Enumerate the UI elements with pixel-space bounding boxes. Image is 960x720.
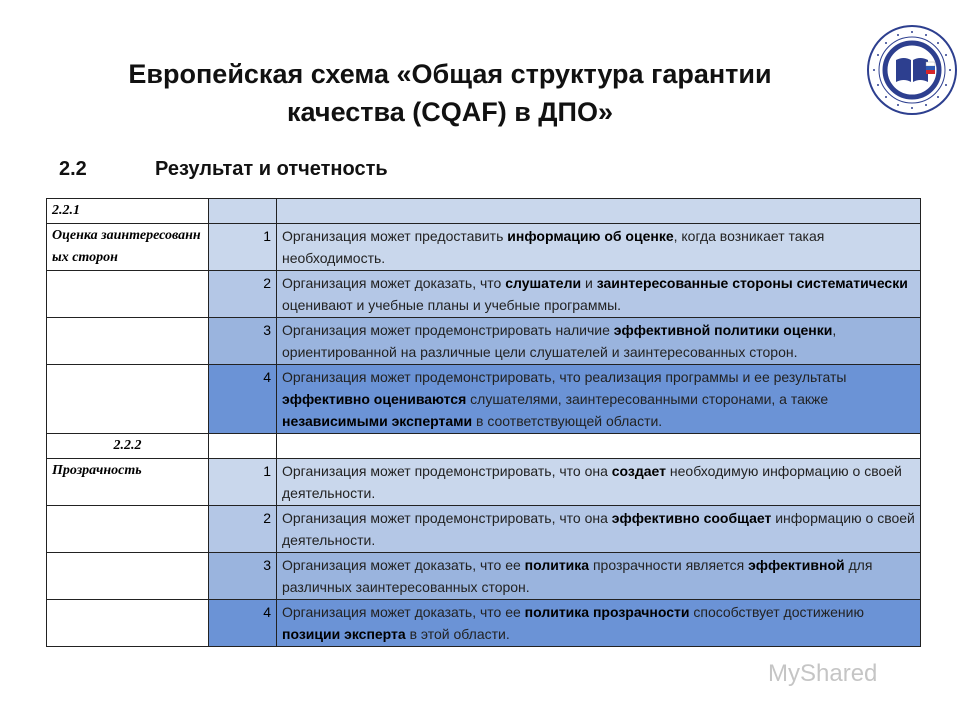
table-row: [47, 271, 921, 318]
emphasized-text: эффективно оцениваются: [282, 391, 467, 407]
text-span: , ориентированной на различные цели слушателей и заинтересованных сторон.: [282, 322, 837, 360]
text-span: для различных заинтересованных сторон.: [282, 557, 873, 595]
level-number: 3: [209, 318, 277, 365]
table-row: [47, 506, 921, 553]
slide-title: [40, 55, 860, 131]
criterion-text: [277, 553, 921, 600]
text-span: Организация может доказать, что ее: [282, 557, 525, 573]
quality-criteria-table: [46, 198, 921, 647]
level-number: 3: [209, 553, 277, 600]
group-name: Прозрачность: [47, 459, 209, 506]
text-span: слушателями, заинтересованными сторонами, а также: [466, 391, 829, 407]
text-span: Организация может предоставить: [282, 228, 508, 244]
text-span: и: [581, 275, 597, 291]
criterion-text: [277, 318, 921, 365]
group-header-row: [47, 434, 921, 459]
emphasized-text: слушатели: [505, 275, 582, 291]
emphasized-text: эффективной политики оценки: [613, 322, 833, 338]
text-span: , когда возникает такая необходимость.: [282, 228, 825, 266]
emphasized-text: политика: [524, 557, 590, 573]
emphasized-text: позиции эксперта: [282, 626, 406, 642]
section-title: Результат и отчетность: [155, 158, 388, 180]
title-line-2: качества (CQAF) в ДПО»: [287, 97, 613, 127]
table-row: [47, 600, 921, 647]
emphasized-text: эффективной: [748, 557, 845, 573]
text-span: Организация может продемонстрировать наличие: [282, 322, 614, 338]
text-span: способствует достижению: [689, 604, 864, 620]
level-number: 2: [209, 271, 277, 318]
emphasized-text: создает: [611, 463, 667, 479]
watermark: MyShared: [768, 660, 878, 687]
table-row: [47, 224, 921, 271]
text-span: Организация может продемонстрировать, что она: [282, 510, 612, 526]
criterion-text: [277, 271, 921, 318]
group-code: 2.2.2: [47, 434, 209, 459]
organization-logo: [866, 24, 958, 116]
table-row: [47, 318, 921, 365]
criterion-text: [277, 600, 921, 647]
text-span: Организация может продемонстрировать, что она: [282, 463, 612, 479]
criterion-text: [277, 365, 921, 434]
title-line-1: Европейская схема «Общая структура гарантии: [128, 59, 772, 89]
criterion-text: [277, 224, 921, 271]
text-span: Организация может доказать, что ее: [282, 604, 525, 620]
emphasized-text: политика прозрачности: [524, 604, 690, 620]
level-number: 1: [209, 459, 277, 506]
group-header-row: [47, 199, 921, 224]
text-span: оценивают и учебные планы и учебные программы.: [282, 297, 622, 313]
emphasized-text: информацию об оценке: [507, 228, 674, 244]
emphasized-text: эффективно сообщает: [611, 510, 772, 526]
text-span: Организация может продемонстрировать, что реализация программы и ее результаты: [282, 369, 847, 385]
text-span: информацию о своей деятельности.: [282, 510, 915, 548]
emphasized-text: независимыми экспертами: [282, 413, 473, 429]
text-span: необходимую информацию о своей деятельности.: [282, 463, 902, 501]
group-code: 2.2.1: [47, 199, 209, 224]
table-row: [47, 459, 921, 506]
text-span: прозрачности является: [589, 557, 749, 573]
criterion-text: [277, 506, 921, 553]
criterion-text: [277, 459, 921, 506]
level-number: 2: [209, 506, 277, 553]
section-number: 2.2: [59, 158, 87, 180]
text-span: Организация может доказать, что: [282, 275, 506, 291]
level-number: 4: [209, 365, 277, 434]
text-span: в соответствующей области.: [472, 413, 663, 429]
level-number: 1: [209, 224, 277, 271]
table-row: [47, 365, 921, 434]
table-row: [47, 553, 921, 600]
text-span: в этой области.: [405, 626, 510, 642]
emphasized-text: заинтересованные стороны систематически: [596, 275, 908, 291]
level-number: 4: [209, 600, 277, 647]
group-name: Оценка заинтересованн ых сторон: [47, 224, 209, 271]
